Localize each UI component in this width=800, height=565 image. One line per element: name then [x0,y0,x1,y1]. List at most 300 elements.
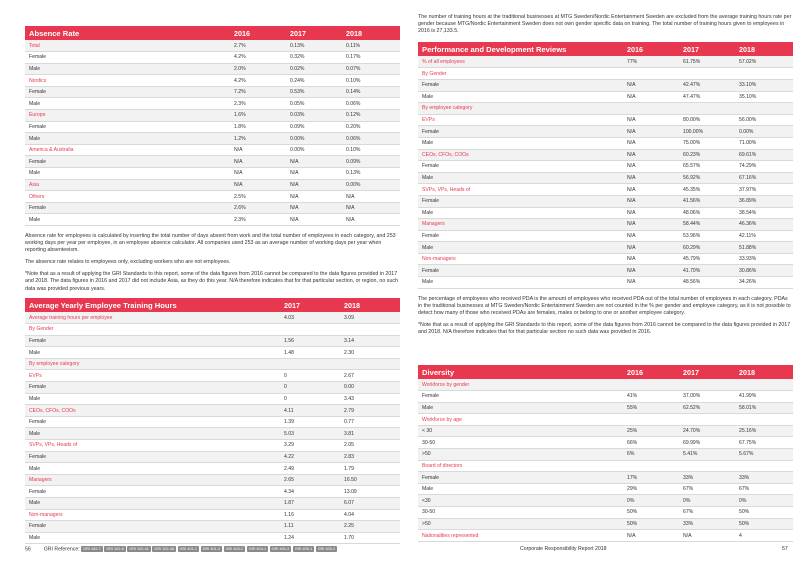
cell-value: 4.2% [230,75,286,87]
cell-value: N/A [623,184,679,196]
cell-value: 56.92% [679,172,735,184]
cell-value: 80.00% [679,114,735,126]
row-label: >50 [418,449,623,461]
cell-value: 25.16% [735,425,793,437]
cell-value [340,358,400,370]
table-row [418,483,793,495]
cell-value: 42.47% [679,79,735,91]
table-row [25,474,400,486]
row-label: Total [25,40,230,52]
cell-value: 0.14% [342,86,400,98]
cell-value: 75.00% [679,137,735,149]
cell-value: N/A [623,161,679,173]
cell-value: 57.02% [735,56,793,68]
table-row [418,379,793,391]
absence-note-2: The absence rate relates to employees only, excluding workers who are not employees. [25,259,231,266]
cell-value: 1.87 [280,498,340,510]
gri-badge: GRI 403-2 [225,547,244,551]
cell-value: 0.07% [342,63,400,75]
footer-report-title: Corporate Responsibility Report 2018 [520,546,607,552]
table-row [418,219,793,231]
table-row [418,253,793,265]
cell-value: N/A [623,91,679,103]
cell-value: 0.13% [342,168,400,180]
row-label: Female [25,52,230,64]
cell-value: 0.05% [286,98,342,110]
table-row [418,172,793,184]
cell-value: 0.11% [342,40,400,52]
table-row [25,202,400,214]
cell-value: 60.29% [679,242,735,254]
table-row [418,277,793,289]
cell-value: 0.24% [286,75,342,87]
performance-reviews-title: Performance and Development Reviews [418,42,623,56]
row-label: Male [418,277,623,289]
cell-value: 53.96% [679,230,735,242]
cell-value: 3.29 [280,440,340,452]
row-label: Female [25,335,280,347]
cell-value: 45.79% [679,253,735,265]
row-label: Female [418,195,623,207]
row-label: By Gender [25,324,280,336]
cell-value: 65.57% [679,161,735,173]
table-row [25,370,400,382]
year-2018-header: 2018 [342,26,400,40]
cell-value: 34.26% [735,277,793,289]
row-label: Non-managers [418,253,623,265]
absence-rate-title: Absence Rate [25,26,230,40]
row-label: Male [25,214,230,226]
row-label: >50 [418,518,623,530]
cell-value: 0.02% [286,63,342,75]
table-row [25,521,400,533]
cell-value: 1.24 [280,532,340,544]
cell-value [679,68,735,80]
table-row [418,437,793,449]
table-row [418,449,793,461]
cell-value: 17% [623,472,679,484]
row-label: Male [25,133,230,145]
gri-badge: GRI 102-48 [154,547,175,551]
right-column [418,14,793,341]
cell-value: 2.49 [280,463,340,475]
performance-reviews-header [418,42,793,56]
row-label: Female [25,416,280,428]
cell-value: 50% [623,507,679,519]
cell-value: 1.56 [280,335,340,347]
row-label: Male [418,402,623,414]
row-label: EVPs [418,114,623,126]
gri-badge: GRI 405-2 [317,547,336,551]
cell-value: N/A [623,207,679,219]
table-row [25,498,400,510]
cell-value: 41.70% [679,265,735,277]
cell-value: 50% [735,507,793,519]
row-label: Female [25,121,230,133]
gri-badges [81,546,339,552]
cell-value: N/A [623,172,679,184]
table-row [418,472,793,484]
row-label: By employee category [25,358,280,370]
cell-value: 0.06% [342,133,400,145]
table-row [25,214,400,226]
row-label: Female [25,521,280,533]
cell-value: 24.70% [679,425,735,437]
cell-value: 0.53% [286,86,342,98]
row-label: Managers [418,219,623,231]
table-row [418,126,793,138]
cell-value [735,414,793,426]
cell-value: 42.11% [735,230,793,242]
row-label: Nationalities represented [418,530,623,542]
table-row [25,324,400,336]
cell-value: 1.8% [230,121,286,133]
cell-value: 7.2% [230,86,286,98]
cell-value: N/A [623,530,679,542]
cell-value: 0.03% [286,110,342,122]
cell-value: N/A [286,168,342,180]
cell-value: 6.07 [340,498,400,510]
table-row [25,451,400,463]
table-row [25,335,400,347]
table-row [25,532,400,544]
cell-value: 6% [623,449,679,461]
cell-value [735,103,793,115]
cell-value: N/A [679,530,735,542]
cell-value: N/A [342,202,400,214]
table-row [418,242,793,254]
table-row [418,56,793,68]
cell-value: 1.79 [340,463,400,475]
cell-value: 37.97% [735,184,793,196]
row-label: Female [25,156,230,168]
cell-value [623,379,679,391]
table-row [418,425,793,437]
row-label: Female [25,202,230,214]
row-label: Male [418,137,623,149]
cell-value: 50% [623,518,679,530]
cell-value: 3.43 [340,393,400,405]
row-label: <30 [418,495,623,507]
table-row [25,121,400,133]
row-label: Male [418,91,623,103]
row-label: Asia [25,179,230,191]
table-row [418,230,793,242]
cell-value: 4.03 [280,312,340,324]
table-row [418,507,793,519]
page-number-left: 56 [25,546,31,553]
cell-value: 67% [679,483,735,495]
diversity-table [418,365,793,542]
cell-value: N/A [623,242,679,254]
row-label: < 30 [418,425,623,437]
table-row [25,156,400,168]
cell-value: 1.48 [280,347,340,359]
cell-value: 67% [735,483,793,495]
cell-value: 0.00% [735,126,793,138]
table-row [418,91,793,103]
row-label: Female [418,126,623,138]
cell-value: 33% [735,472,793,484]
cell-value: 1.2% [230,133,286,145]
cell-value: 0 [280,370,340,382]
cell-value: 2.7% [230,40,286,52]
cell-value [679,414,735,426]
cell-value: N/A [623,149,679,161]
gri-badge: GRI 401-3 [202,547,221,551]
table-row [25,63,400,75]
cell-value: 2.3% [230,214,286,226]
cell-value: 2.65 [280,474,340,486]
cell-value: 41% [623,391,679,403]
cell-value: 66% [623,437,679,449]
table-row [25,179,400,191]
absence-notes [25,233,400,293]
row-label: Workforce by age [418,414,623,426]
cell-value: 30.86% [735,265,793,277]
cell-value: 62.52% [679,402,735,414]
absence-rate-header [25,26,400,40]
gri-badge: GRI 404-3 [271,547,290,551]
cell-value: 71.00% [735,137,793,149]
table-row [25,86,400,98]
cell-value: 45.35% [679,184,735,196]
gri-badge: GRI 405-1 [294,547,313,551]
cell-value [679,379,735,391]
cell-value: 58.01% [735,402,793,414]
row-label: Male [418,242,623,254]
absence-note-3: *Note that as a result of applying the GRI Standards to this report, some of the data figures from 2016 cannot be compared to the data figures provided in 2017 and 2018. The data figures in 2016 and 2017 did not include Asia, as they do this year. N/A therefore indicates that for that particular section, or region, no such data was provided previous years. [25,271,398,292]
table-row [418,161,793,173]
table-row [418,402,793,414]
row-label: Female [25,86,230,98]
table-row [418,207,793,219]
row-label: Male [25,463,280,475]
cell-value: 4.22 [280,451,340,463]
cell-value: 0 [280,393,340,405]
cell-value: 3.81 [340,428,400,440]
table-row [25,168,400,180]
page-number-right: 57 [782,546,788,552]
cell-value: 46.36% [735,219,793,231]
cell-value: 0.00% [286,144,342,156]
gri-reference-label: GRI Reference: [43,546,80,553]
cell-value: 58.44% [679,219,735,231]
training-hours-table [25,298,400,544]
cell-value: 1.70 [340,532,400,544]
gri-badge: GRI 102-7 [83,547,101,551]
cell-value: 41.99% [735,391,793,403]
table-row [418,68,793,80]
row-label: CEOs, CFOs, COOs [25,405,280,417]
cell-value: 0.00% [342,179,400,191]
year-2018-header: 2018 [340,298,400,312]
cell-value: 0.00% [286,133,342,145]
cell-value [679,460,735,472]
row-label: Female [418,161,623,173]
row-label: America & Australia [25,144,230,156]
table-row [418,195,793,207]
cell-value: 4.04 [340,509,400,521]
cell-value: N/A [623,219,679,231]
row-label: By Gender [418,68,623,80]
cell-value: N/A [286,191,342,203]
table-row [25,52,400,64]
table-row [25,382,400,394]
cell-value: N/A [623,137,679,149]
table-row [25,75,400,87]
year-2017-header: 2017 [679,365,735,379]
cell-value: 5.67% [735,449,793,461]
table-row [418,79,793,91]
cell-value: 56.00% [735,114,793,126]
cell-value: 0.09% [342,156,400,168]
row-label: Managers [25,474,280,486]
row-label: Female [418,265,623,277]
cell-value: 67.16% [735,172,793,184]
cell-value: 50% [735,518,793,530]
pdr-notes [418,296,793,336]
table-row [418,530,793,542]
cell-value: 60.23% [679,149,735,161]
cell-value: 0 [280,382,340,394]
cell-value: N/A [286,202,342,214]
cell-value: 36.89% [735,195,793,207]
cell-value [735,68,793,80]
pdr-note-2: *Note that as a result of applying the GRI Standards to this report, some of the data figures from 2016 cannot be compared to the data figures provided in 2017 and 2018. N/A therefore indicates that for that particular section no such data was provided in 2016. [418,321,791,336]
training-hours-title: Average Yearly Employee Training Hours [25,298,280,312]
year-2016-header: 2016 [230,26,286,40]
diversity-header [418,365,793,379]
cell-value [340,324,400,336]
year-2017-header: 2017 [280,298,340,312]
gri-badge: GRI 102-8 [106,547,124,551]
row-label: Male [25,393,280,405]
cell-value: 5.41% [679,449,735,461]
absence-note-1: Absence rate for employees is calculated by inserting the total number of days absent from work and the total number of employees in each category, and 253 working days per year per employee, in an employee absence calculator. All companies used 253 as an average number of working days per year when reporting absenteeism. [25,233,396,254]
cell-value: 4.34 [280,486,340,498]
table-row [418,137,793,149]
row-label: Non-managers [25,509,280,521]
cell-value: 0% [623,495,679,507]
cell-value: 48.56% [679,277,735,289]
diversity-title: Diversity [418,365,623,379]
table-row [25,358,400,370]
table-row [25,110,400,122]
row-label: Female [25,382,280,394]
row-label: Male [25,347,280,359]
table-row [418,495,793,507]
cell-value: 0% [679,495,735,507]
cell-value: 77% [623,56,679,68]
cell-value: 33.10% [735,79,793,91]
row-label: EVPs [25,370,280,382]
table-row [25,486,400,498]
left-column-lower [25,298,400,544]
table-row [25,393,400,405]
row-label: Male [25,498,280,510]
gri-badge: GRI 102-41 [129,547,149,551]
cell-value: 48.06% [679,207,735,219]
table-row [25,40,400,52]
cell-value: 0.17% [342,52,400,64]
cell-value: 2.0% [230,63,286,75]
table-row [418,391,793,403]
cell-value [735,379,793,391]
cell-value: 37.00% [679,391,735,403]
table-row [418,149,793,161]
table-row [25,416,400,428]
row-label: Board of directors [418,460,623,472]
cell-value [623,414,679,426]
cell-value: 0.10% [342,144,400,156]
row-label: 30-50 [418,437,623,449]
cell-value: N/A [623,195,679,207]
row-label: % of all employees [418,56,623,68]
cell-value: 13.09 [340,486,400,498]
cell-value: 33.93% [735,253,793,265]
cell-value: 33% [679,518,735,530]
cell-value: N/A [623,230,679,242]
cell-value: N/A [623,114,679,126]
row-label: Male [418,207,623,219]
table-row [418,103,793,115]
row-label: Male [25,98,230,110]
cell-value: N/A [623,277,679,289]
cell-value: N/A [623,253,679,265]
cell-value: 4 [735,530,793,542]
cell-value: 35.10% [735,91,793,103]
cell-value: 2.79 [340,405,400,417]
right-column-lower [418,365,793,542]
table-row [25,133,400,145]
cell-value [679,103,735,115]
performance-reviews-table [418,42,793,288]
year-2016-header: 2016 [623,42,679,56]
cell-value: N/A [286,214,342,226]
cell-value: 0% [735,495,793,507]
cell-value: 0.06% [342,98,400,110]
year-2017-header: 2017 [679,42,735,56]
row-label: Male [25,168,230,180]
cell-value: 1.11 [280,521,340,533]
table-row [25,509,400,521]
cell-value: N/A [230,156,286,168]
cell-value: 1.16 [280,509,340,521]
cell-value: 2.67 [340,370,400,382]
cell-value: N/A [230,179,286,191]
cell-value: 2.83 [340,451,400,463]
cell-value: 2.6% [230,202,286,214]
gri-badge: GRI 404-1 [248,547,267,551]
year-2018-header: 2018 [735,42,793,56]
cell-value: N/A [623,265,679,277]
cell-value: 0.32% [286,52,342,64]
cell-value: 16.50 [340,474,400,486]
row-label: Female [25,486,280,498]
cell-value: 4.11 [280,405,340,417]
cell-value: 0.20% [342,121,400,133]
cell-value [623,103,679,115]
row-label: Nordics [25,75,230,87]
table-row [25,440,400,452]
cell-value: 2.25 [340,521,400,533]
cell-value: 3.09 [340,312,400,324]
year-2017-header: 2017 [286,26,342,40]
year-2016-header: 2016 [623,365,679,379]
cell-value: N/A [623,126,679,138]
table-row [418,184,793,196]
